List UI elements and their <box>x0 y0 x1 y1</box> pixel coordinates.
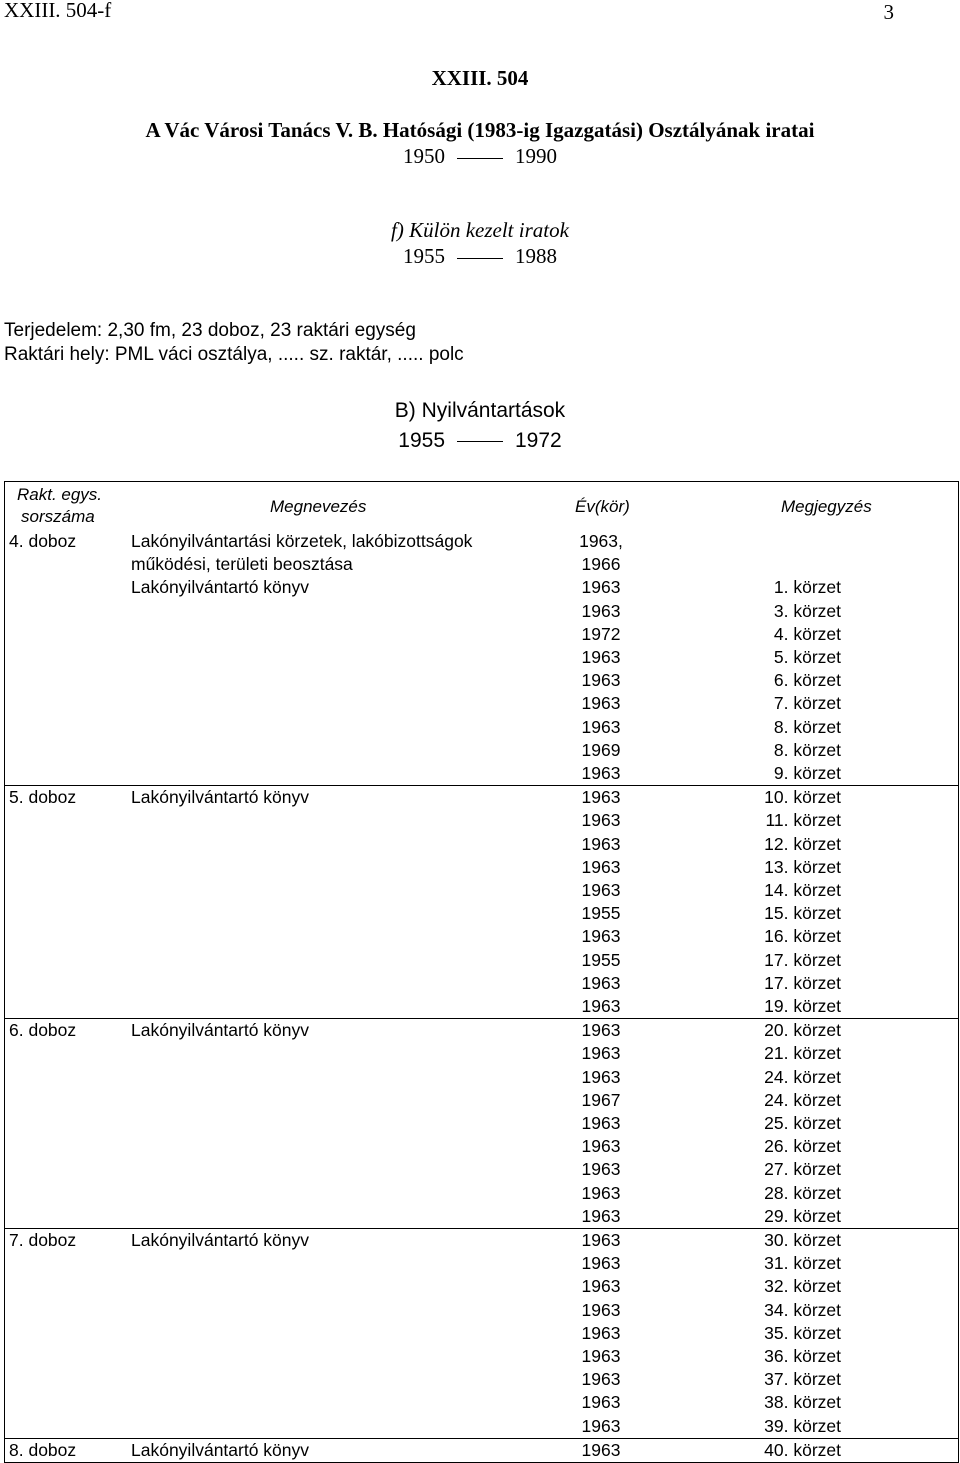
year-cell: 1963 <box>581 1159 621 1180</box>
note-cell: 8. körzet <box>773 739 841 760</box>
note-cell: 31. körzet <box>764 1253 841 1274</box>
note-cell: 24. körzet <box>764 1089 841 1110</box>
year-cell: 1972 <box>581 623 621 644</box>
year-cell: 1966 <box>581 554 621 575</box>
year-cell: 1963 <box>581 833 621 854</box>
note-cell: 12. körzet <box>764 833 841 854</box>
note-cell: 40. körzet <box>764 1439 841 1460</box>
col-header-year: Év(kör) <box>575 497 630 516</box>
note-cell: 15. körzet <box>764 903 841 924</box>
page-number: 3 <box>883 0 894 24</box>
fond-year-from: 1950 <box>403 144 445 168</box>
note-cell: 19. körzet <box>764 996 841 1016</box>
unit-cell: 6. doboz <box>9 1020 77 1041</box>
fond-code: XXIII. 504 <box>431 66 529 90</box>
title-cell: Lakónyilvántartó könyv <box>131 787 310 808</box>
year-cell: 1963 <box>581 1113 621 1133</box>
col-header-unit-line1: Rakt. egys. <box>17 485 103 504</box>
year-cell: 1963 <box>581 1346 621 1366</box>
note-cell: 38. körzet <box>764 1392 841 1413</box>
title-cell: Lakónyilvántartó könyv <box>131 1439 310 1460</box>
note-cell: 37. körzet <box>764 1369 841 1390</box>
title-cell: Lakónyilvántartó könyv <box>131 1020 310 1041</box>
series-year-from: 1955 <box>398 429 445 452</box>
col-header-note: Megjegyzés <box>781 497 872 516</box>
title-cell: Lakónyilvántartó könyv <box>131 1230 310 1250</box>
note-cell: 29. körzet <box>764 1205 841 1226</box>
year-cell: 1955 <box>581 949 621 970</box>
note-cell: 27. körzet <box>764 1159 841 1180</box>
year-cell: 1963 <box>581 763 621 783</box>
series-years <box>0 429 960 453</box>
note-cell: 14. körzet <box>764 880 841 900</box>
note-cell: 10. körzet <box>764 787 841 808</box>
dash-divider <box>457 258 503 259</box>
note-cell: 26. körzet <box>764 1136 841 1157</box>
note-cell: 17. körzet <box>764 949 841 970</box>
unit-cell: 7. doboz <box>9 1230 77 1250</box>
year-cell: 1963 <box>581 647 621 667</box>
fond-title: A Vác Városi Tanács V. B. Hatósági (1983-ig Igazgatási) Osztályának iratai <box>145 118 815 142</box>
subfond-years <box>0 244 960 269</box>
note-cell: 6. körzet <box>773 670 841 691</box>
note-cell: 5. körzet <box>773 647 841 667</box>
unit-cell: 4. doboz <box>9 531 77 551</box>
year-cell: 1963 <box>581 1369 621 1390</box>
note-cell: 32. körzet <box>764 1276 841 1297</box>
year-cell: 1963 <box>581 670 621 691</box>
year-cell: 1963 <box>581 1253 621 1274</box>
year-cell: 1963 <box>581 1439 621 1460</box>
dash-divider <box>457 441 503 442</box>
year-cell: 1963 <box>581 1230 621 1250</box>
year-cell: 1963 <box>581 996 621 1016</box>
note-cell: 34. körzet <box>764 1299 841 1320</box>
note-cell: 9. körzet <box>773 763 841 783</box>
year-cell: 1963 <box>581 1066 621 1087</box>
year-cell: 1967 <box>581 1089 621 1110</box>
subfond-year-to: 1988 <box>515 244 557 268</box>
year-cell: 1963 <box>581 787 621 808</box>
location-line: Raktári hely: PML váci osztálya, ..... sz. raktár, ..... polc <box>4 344 464 365</box>
dash-divider <box>457 158 503 159</box>
unit-cell: 5. doboz <box>9 787 77 808</box>
year-cell: 1963 <box>581 1043 621 1064</box>
year-cell: 1963 <box>581 1276 621 1297</box>
title-cell: Lakónyilvántartó könyv <box>131 577 310 598</box>
year-cell: 1969 <box>581 739 621 760</box>
year-cell: 1963 <box>581 1322 621 1343</box>
header-reference: XXIII. 504-f <box>4 0 112 22</box>
note-cell: 16. körzet <box>764 926 841 947</box>
year-cell: 1963 <box>581 1205 621 1226</box>
page-header <box>0 0 960 26</box>
note-cell: 7. körzet <box>773 693 841 714</box>
note-cell: 39. körzet <box>764 1415 841 1436</box>
year-cell: 1963 <box>581 880 621 900</box>
col-header-unit-line2: sorszáma <box>21 507 95 526</box>
note-cell: 35. körzet <box>764 1322 841 1343</box>
note-cell: 24. körzet <box>764 1066 841 1087</box>
fond-years <box>0 144 960 169</box>
year-cell: 1963 <box>581 1415 621 1436</box>
unit-cell: 8. doboz <box>9 1439 77 1460</box>
subfond-title: f) Külön kezelt iratok <box>391 218 569 242</box>
note-cell: 11. körzet <box>765 810 841 831</box>
year-cell: 1963 <box>581 600 621 621</box>
subfond-year-from: 1955 <box>403 244 445 268</box>
year-cell: 1963 <box>581 1392 621 1413</box>
year-cell: 1963 <box>581 577 621 598</box>
year-cell: 1963 <box>581 972 621 993</box>
year-cell: 1963 <box>581 1299 621 1320</box>
year-cell: 1963 <box>581 810 621 831</box>
year-cell: 1955 <box>581 903 621 924</box>
title-cell: működési, területi beosztása <box>131 554 353 575</box>
note-cell: 20. körzet <box>764 1020 841 1041</box>
note-cell: 13. körzet <box>764 856 841 877</box>
series-year-to: 1972 <box>515 429 562 452</box>
year-cell: 1963 <box>581 693 621 714</box>
note-cell: 17. körzet <box>764 972 841 993</box>
col-header-title: Megnevezés <box>270 497 367 516</box>
year-cell: 1963 <box>581 856 621 877</box>
fond-year-to: 1990 <box>515 144 557 168</box>
records-table <box>4 481 959 1463</box>
title-cell: Lakónyilvántartási körzetek, lakóbizottságok <box>131 531 473 551</box>
year-cell: 1963 <box>581 926 621 947</box>
note-cell: 3. körzet <box>773 600 841 621</box>
year-cell: 1963, <box>579 531 623 551</box>
note-cell: 1. körzet <box>773 577 841 598</box>
extent-line: Terjedelem: 2,30 fm, 23 doboz, 23 raktári egység <box>4 320 416 341</box>
note-cell: 4. körzet <box>773 623 841 644</box>
year-cell: 1963 <box>581 716 621 737</box>
year-cell: 1963 <box>581 1020 621 1041</box>
series-title: B) Nyilvántartások <box>394 399 566 422</box>
note-cell: 28. körzet <box>764 1182 841 1203</box>
note-cell: 21. körzet <box>764 1043 841 1064</box>
note-cell: 36. körzet <box>764 1346 841 1366</box>
year-cell: 1963 <box>581 1182 621 1203</box>
note-cell: 8. körzet <box>773 716 841 737</box>
note-cell: 25. körzet <box>764 1113 841 1133</box>
note-cell: 30. körzet <box>764 1230 841 1250</box>
year-cell: 1963 <box>581 1136 621 1157</box>
